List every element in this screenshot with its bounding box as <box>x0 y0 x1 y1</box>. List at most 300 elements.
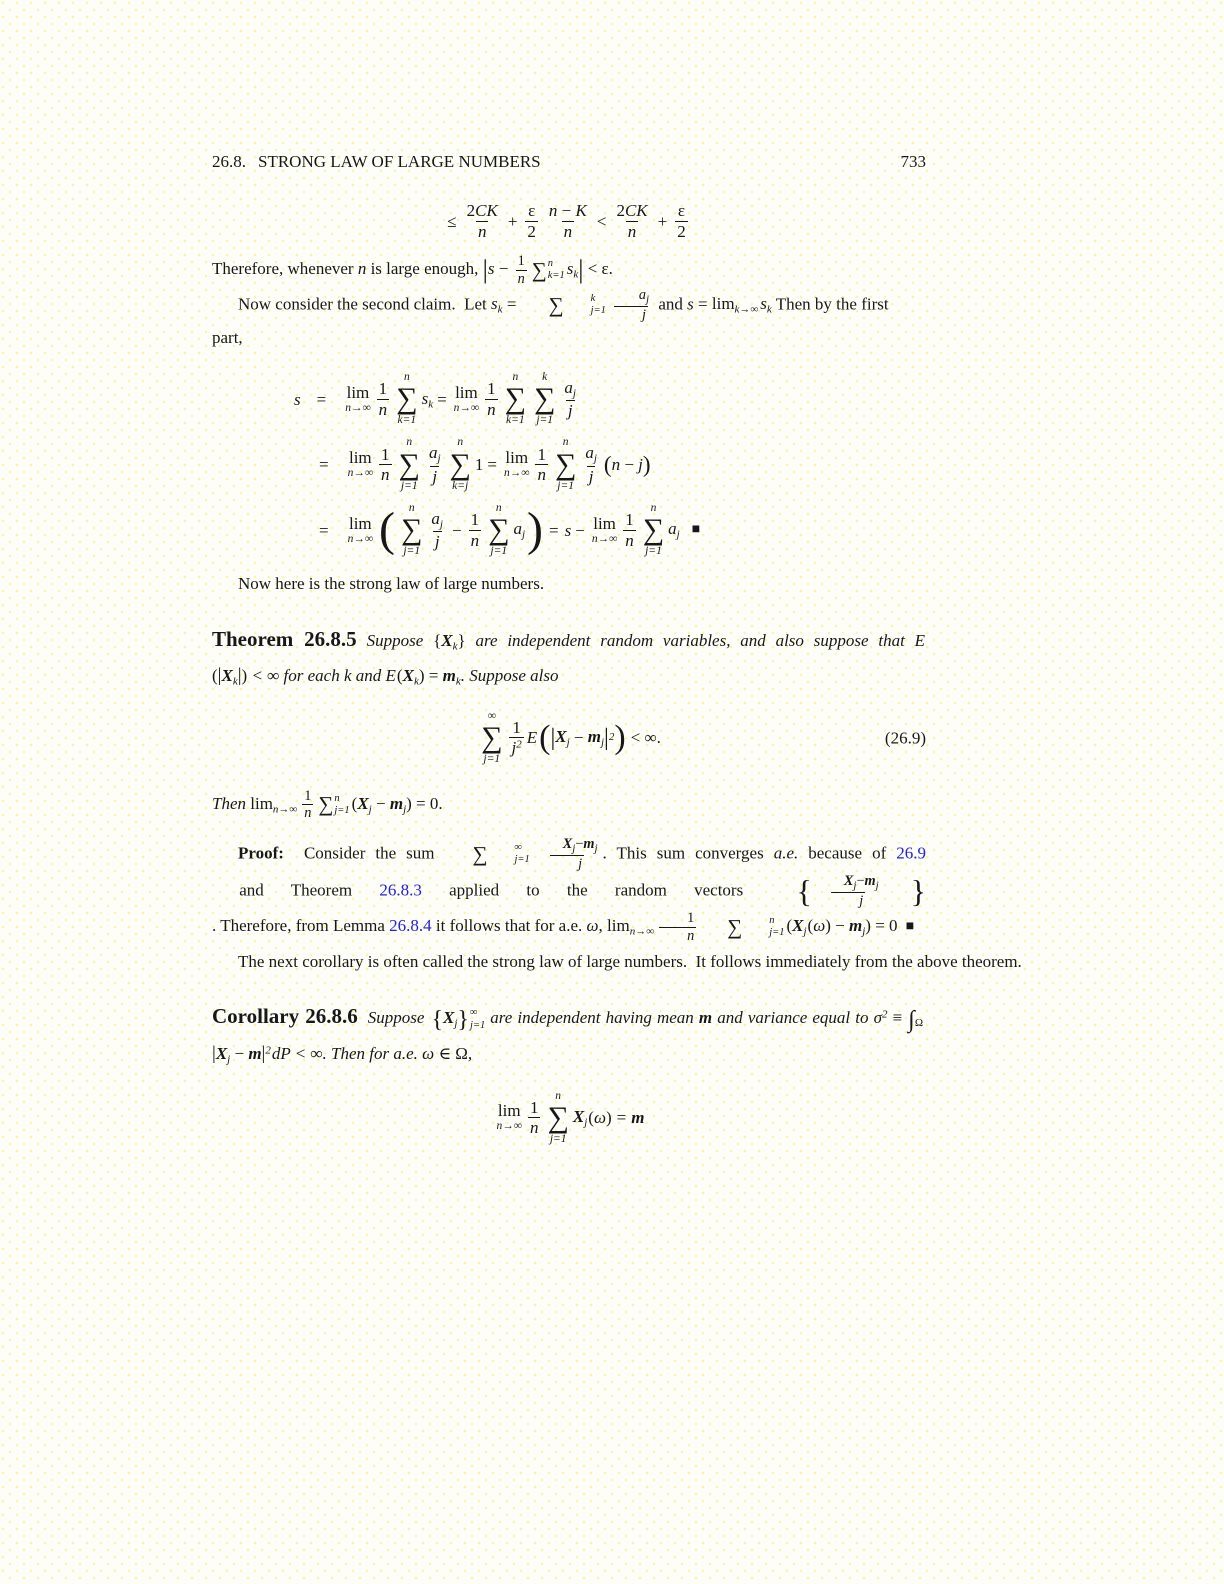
math-mv: ω <box>593 1108 606 1128</box>
math-msub: j <box>646 293 650 306</box>
math-msub: j <box>803 925 807 938</box>
math-fraction <box>469 510 482 550</box>
math-sscr <box>488 842 529 866</box>
math-fraction <box>547 201 589 241</box>
math-sum-operator <box>534 371 555 427</box>
math-msup: 2 <box>881 1008 888 1021</box>
math-msub: j <box>368 803 372 816</box>
math-mt: Now consider the second claim. Let <box>238 294 492 314</box>
math-stop: ∞ <box>514 842 522 854</box>
math-mt: 1 <box>487 379 496 399</box>
math-mv: CK <box>475 201 498 221</box>
math-inline-sum <box>318 793 349 817</box>
math-mt: } <box>457 630 466 650</box>
math-sscr <box>334 793 349 817</box>
math-mv: j <box>638 455 643 475</box>
math-subscripted-var <box>564 377 576 400</box>
math-mbv: m <box>864 872 876 889</box>
math-mnum <box>379 445 392 465</box>
math-mi: Suppose <box>366 630 434 650</box>
math-msub: j <box>227 1053 231 1066</box>
math-mnum <box>611 287 651 306</box>
section-title: STRONG LAW OF LARGE NUMBERS <box>258 152 541 171</box>
math-mden <box>562 221 575 242</box>
crossref-link-26.8.4[interactable]: 26.8.4 <box>389 916 432 936</box>
math-msub: j <box>584 1116 588 1129</box>
math-mbv: m <box>442 666 456 686</box>
math-btop: k <box>542 371 548 383</box>
math-mt: = <box>616 1108 627 1128</box>
math-mv: n <box>529 1118 539 1138</box>
math-mb: Proof: <box>238 843 284 863</box>
math-subscripted-var <box>555 723 569 752</box>
math-mbv: m <box>389 793 404 813</box>
math-bbot: k=j <box>452 479 469 492</box>
math-mt: < ε. <box>583 259 613 279</box>
math-mi: < ∞. Then for a.e. <box>290 1044 423 1064</box>
display-equation-slln <box>212 1090 926 1146</box>
math-btop: n <box>555 1089 562 1102</box>
math-inline-sum <box>701 915 784 939</box>
math-msub: k <box>455 675 461 688</box>
math-sum-operator <box>481 710 502 766</box>
math-mi: Suppose <box>367 1008 430 1028</box>
math-mden <box>626 221 639 242</box>
math-mi: . Suppose also <box>460 666 559 686</box>
math-mnum <box>676 201 687 221</box>
equation-bound-body <box>447 201 690 241</box>
math-mt: 2 <box>616 201 625 221</box>
math-lword: lim <box>497 1101 521 1121</box>
math-bbot: j=1 <box>549 1132 567 1145</box>
math-ilow: Ω <box>914 1017 923 1030</box>
math-mnum <box>528 1098 541 1118</box>
sigma-icon: ∑ <box>401 513 423 547</box>
math-bbot: j=1 <box>400 479 418 492</box>
math-subscripted-var <box>443 1008 458 1031</box>
section-header <box>212 148 541 175</box>
math-mnum <box>516 253 527 269</box>
math-stop: k <box>590 293 596 305</box>
math-bbot: k=1 <box>397 414 417 427</box>
math-msub: j <box>676 529 680 542</box>
math-mi: and variance equal to <box>712 1008 874 1028</box>
math-sum-operator <box>450 436 471 492</box>
math-fraction <box>485 379 498 419</box>
math-msub: j <box>403 803 407 816</box>
math-btop: n <box>406 436 413 449</box>
math-mt: − <box>620 455 639 475</box>
math-lsub: n→∞ <box>345 401 371 414</box>
math-mt: 1 <box>537 444 546 464</box>
math-mt: = <box>411 793 430 813</box>
math-subscripted-var <box>573 1103 587 1132</box>
math-mden <box>614 306 648 323</box>
sigma-icon: ∑ <box>534 382 556 416</box>
math-sum-operator <box>547 1090 568 1146</box>
math-limit-operator <box>504 449 529 480</box>
math-mv: s <box>487 259 495 279</box>
math-fraction <box>377 379 390 419</box>
math-mt: − <box>494 259 513 279</box>
math-inline-limit <box>250 793 298 816</box>
math-hb: Theorem 26.8.5 <box>212 626 357 651</box>
math-subscripted-var <box>566 259 579 281</box>
math-mv: j <box>588 466 594 486</box>
math-mden <box>509 737 523 758</box>
math-limit-operator <box>345 384 370 415</box>
math-mv: ω <box>586 916 599 936</box>
math-mt: is large enough, <box>366 259 483 279</box>
math-bbot: k=1 <box>506 414 525 427</box>
math-mbv: X <box>221 666 233 686</box>
math-lsub: n→∞ <box>453 401 480 414</box>
math-sum-operator <box>396 371 417 427</box>
math-lword: lim <box>348 448 372 468</box>
math-fraction <box>509 718 523 758</box>
math-mv: n <box>378 399 388 419</box>
math-subscripted-var <box>389 793 407 816</box>
math-subscripted-var <box>428 443 441 465</box>
math-mv: j <box>434 531 440 551</box>
math-msup: 2 <box>265 1044 271 1057</box>
math-mv: s <box>566 259 574 279</box>
math-msub: n→∞ <box>629 925 655 938</box>
math-sum-operator <box>643 502 664 558</box>
math-mt: − <box>575 520 585 540</box>
math-mv: s <box>491 294 498 314</box>
math-sscr <box>548 258 565 282</box>
math-mt: Therefore, whenever <box>212 259 358 279</box>
math-mt: + <box>657 211 668 231</box>
math-mv: n <box>357 259 367 279</box>
math-msub: j <box>593 452 597 465</box>
theorem-26-8-5 <box>212 620 926 694</box>
math-msub: k <box>766 304 772 316</box>
math-mt: ( <box>588 1108 594 1128</box>
math-integral-operator <box>908 1008 924 1032</box>
math-mnum <box>485 379 498 399</box>
math-mt: ) <box>418 666 425 686</box>
display-equation-bound <box>212 201 926 241</box>
math-mt: ε <box>677 201 686 221</box>
math-sbot: j=1 <box>590 305 606 317</box>
math-mv: a <box>585 443 594 463</box>
math-mnum <box>429 509 445 531</box>
crossref-link-26.9[interactable]: 26.9 <box>896 843 926 863</box>
math-mv: CK <box>624 201 648 221</box>
math-mv: a <box>564 377 573 397</box>
math-mden <box>550 855 584 872</box>
math-limit-operator <box>348 515 373 546</box>
math-mv: n <box>537 465 546 485</box>
paragraph-part: part, <box>212 327 243 347</box>
math-mnum <box>469 510 482 530</box>
math-mv: s <box>760 294 767 314</box>
math-sbot: j=1 <box>469 1019 486 1031</box>
sigma-icon: ∑ <box>488 513 510 547</box>
math-mt: ≡ <box>887 1008 908 1028</box>
math-mden <box>516 270 527 287</box>
math-msub: n→∞ <box>272 803 298 816</box>
math-mt: − <box>451 520 462 540</box>
math-subscripted-var <box>792 916 807 938</box>
math-mv: j <box>642 307 646 324</box>
math-mt: − <box>856 872 865 889</box>
sigma-icon: ∑ <box>449 447 471 481</box>
math-limit-operator <box>497 1102 522 1133</box>
math-bbot: j=1 <box>557 479 574 492</box>
math-mbv: X <box>555 727 567 747</box>
math-sum-operator <box>401 502 422 558</box>
math-fraction <box>614 201 649 241</box>
math-mt: , <box>598 916 608 936</box>
math-mt: = <box>424 666 443 686</box>
math-mi: are independent having mean <box>485 1008 699 1028</box>
math-mi: < ∞ for each k and <box>247 666 386 686</box>
math-subscripted-var <box>441 630 458 653</box>
math-fraction <box>816 873 881 910</box>
math-subscripted-var <box>422 385 434 414</box>
sigma-icon: ∑ <box>548 292 564 317</box>
math-mt: = <box>319 455 329 475</box>
math-fraction <box>675 201 688 241</box>
math-mt: . <box>438 793 443 813</box>
math-mv: s <box>421 388 429 408</box>
math-mt: 2 <box>466 201 476 221</box>
math-mt: ( <box>396 666 403 686</box>
equation-26-9-body: ∞ ∑ j=1 1 $j^2$ E ( | $X_j$ − $m_j$ | 2 ) < ∞. <box>481 709 661 765</box>
math-msub: k→∞ <box>734 304 759 316</box>
math-mt: { <box>433 630 442 650</box>
math-mt: 1 <box>529 1097 539 1117</box>
math-mden <box>659 927 696 944</box>
math-mt: < <box>596 211 607 231</box>
math-mden <box>433 531 442 552</box>
math-fraction <box>535 836 600 873</box>
math-mt: 1 <box>378 379 388 399</box>
math-mden <box>525 221 538 242</box>
math-mnum <box>583 443 599 465</box>
equation-slln-body <box>494 1090 645 1146</box>
math-mnum <box>510 718 523 738</box>
math-sbot: j=1 <box>514 854 530 866</box>
math-stop: n <box>547 258 553 270</box>
math-mt: = <box>319 520 329 540</box>
math-btop: n <box>562 436 569 449</box>
math-mt: ) <box>825 916 831 936</box>
math-mv: j <box>511 738 517 758</box>
math-msup: 2 <box>608 731 615 743</box>
math-fraction <box>379 445 392 485</box>
math-lsub: n→∞ <box>496 1120 522 1133</box>
math-mv: dP <box>271 1044 291 1064</box>
math-mnum <box>465 201 500 221</box>
math-mv: ω <box>813 916 826 936</box>
math-mt: + <box>507 211 518 231</box>
math-mt: and <box>654 294 688 314</box>
math-mden <box>302 804 313 821</box>
math-mt: ( <box>351 793 358 813</box>
math-mv: a <box>428 443 438 463</box>
math-sscr <box>565 293 606 317</box>
math-lword: lim <box>505 448 529 468</box>
math-mi: are independent random variables, and also suppose that <box>465 630 915 650</box>
math-mt: . Therefore, from Lemma <box>212 916 390 936</box>
math-mbv: X <box>443 1008 455 1028</box>
paragraph-next-corollary <box>212 948 1022 975</box>
math-mt: and Theorem <box>212 879 380 899</box>
math-btop: n <box>408 501 415 514</box>
math-mt: 1 <box>474 455 484 475</box>
equation-row-2: = lim n→∞ 1 n n ∑ j=1 $a_j$ j n ∑ k=j 1 = lim n→∞ 1 n n ∑ j=1 $a_j$ j ( n − j ) <box>319 436 651 492</box>
math-mv: s <box>564 520 572 540</box>
math-subscripted-var <box>864 872 879 892</box>
math-mt: = <box>437 389 447 409</box>
math-mbv: m <box>587 727 601 747</box>
sigma-icon: ∑ <box>472 841 488 866</box>
math-mt: 1 <box>625 510 634 530</box>
math-mt: 1 <box>517 253 525 270</box>
math-limit-operator <box>348 449 373 480</box>
math-mt: 1 <box>512 717 521 737</box>
sigma-icon: ∑ <box>642 513 665 547</box>
math-mden <box>528 1117 541 1138</box>
math-mi: a.e. <box>773 843 799 863</box>
math-mt: = <box>316 389 327 409</box>
math-mv: n <box>470 530 480 550</box>
math-mden <box>623 530 636 551</box>
math-mt: lim <box>250 793 273 813</box>
qed-square-icon: ■ <box>691 521 701 537</box>
math-mt: ) <box>406 793 412 813</box>
math-mden <box>379 464 392 485</box>
math-mbv: m <box>698 1008 713 1028</box>
display-equation-26-9 <box>212 710 926 766</box>
math-mv: j <box>859 892 864 909</box>
math-fraction <box>611 287 651 324</box>
math-mden <box>675 221 688 242</box>
math-mt: = 0 <box>870 916 902 936</box>
sigma-icon: ∑ <box>727 914 743 939</box>
math-mt: − <box>830 916 849 936</box>
math-inline-limit <box>607 916 655 938</box>
math-msub: j <box>572 387 576 400</box>
math-fraction <box>429 509 445 552</box>
math-msub: j <box>875 879 879 892</box>
paragraph-proof: Proof: Consider the sum ∑ ∞ j=1 $\frac{X_j-m_j}{j}$ . This sum converges a.e. because of 26.9 and Theorem 26.8.3 applied to the random vectors { $\frac{X_j-m_j}{j}$ }. Therefore, from Lemma 26.8.4 it follows that for a.e. ω, $\lim_{n\to\infty}$ $\frac{1}{n}$ ∑ n j=1 $(X_j(\omega) - m_j) = 0$ ■ <box>212 835 926 944</box>
math-mbv: X <box>572 1107 585 1127</box>
math-mbv: m <box>631 1108 645 1128</box>
math-mv: s <box>294 389 301 409</box>
math-stop: ∞ <box>469 1007 478 1019</box>
math-subscripted-var <box>585 443 597 465</box>
math-sbot: j=1 <box>334 804 350 816</box>
math-mnum <box>535 836 600 855</box>
math-fraction <box>427 443 443 486</box>
math-mt: 1 <box>304 788 312 805</box>
math-bbot: j=1 <box>536 414 554 427</box>
math-msub: k <box>452 640 458 653</box>
math-btop: n <box>495 501 502 514</box>
crossref-link-26.8.3[interactable]: 26.8.3 <box>379 879 422 899</box>
math-msub: j <box>437 452 441 465</box>
math-subscripted-var <box>843 872 857 892</box>
math-mt: − <box>557 201 576 221</box>
math-mi: , <box>467 1044 473 1064</box>
math-sbot: j=1 <box>769 927 785 939</box>
math-mv: j <box>578 856 583 873</box>
math-mbv: X <box>357 793 369 813</box>
sigma-icon: ∑ <box>504 382 527 416</box>
math-mt: ( <box>786 916 793 936</box>
math-bbot: j=1 <box>403 545 421 558</box>
math-lword: lim <box>346 382 370 402</box>
math-mt: 2 <box>677 221 686 241</box>
math-mt: lim <box>711 294 735 314</box>
math-mden <box>587 466 596 487</box>
math-msub: k <box>413 675 419 688</box>
math-mt: − <box>569 728 588 748</box>
math-btop: n <box>512 371 519 383</box>
math-mbv: X <box>843 872 854 889</box>
math-bbot: j=1 <box>490 545 508 558</box>
math-mnum <box>547 201 589 221</box>
math-mnum <box>526 201 537 221</box>
math-mbv: X <box>215 1044 228 1064</box>
math-mden <box>469 530 482 551</box>
math-mv: j <box>432 466 438 486</box>
math-mnum <box>535 445 548 465</box>
math-mden <box>535 464 548 485</box>
math-btop: n <box>650 501 657 514</box>
math-msub: j <box>439 518 443 531</box>
math-msub: j <box>600 736 605 749</box>
math-fraction <box>528 1098 541 1138</box>
math-subscripted-var <box>583 835 598 855</box>
math-mv: E <box>914 630 925 650</box>
math-mt: 0 <box>429 793 439 813</box>
math-fraction <box>535 445 548 485</box>
math-mbv: m <box>583 835 595 852</box>
math-mt: 1 <box>381 444 390 464</box>
math-mv: a <box>513 519 522 539</box>
sigma-icon: ∑ <box>547 1100 569 1134</box>
math-mv: n <box>548 201 558 221</box>
math-mv: a <box>638 287 647 304</box>
math-mv: E <box>385 666 396 686</box>
math-btop: n <box>403 371 410 383</box>
math-mbv: X <box>562 835 573 852</box>
math-subscripted-var <box>562 835 576 855</box>
math-subscripted-var <box>357 793 372 816</box>
math-fraction <box>659 910 696 944</box>
math-mt: ( <box>807 916 814 936</box>
display-equation-align-block <box>294 371 926 558</box>
math-mt: − <box>575 835 584 852</box>
math-sscr <box>743 915 784 939</box>
math-mt: < ∞. <box>630 728 661 748</box>
integral-icon: ∫ <box>908 1006 915 1033</box>
math-subscripted-var <box>402 666 419 688</box>
math-subscripted-var <box>760 294 772 316</box>
math-bbot: j=1 <box>483 752 501 765</box>
math-stop: n <box>334 792 340 804</box>
math-mden <box>430 466 439 487</box>
math-subscripted-var <box>221 666 238 688</box>
sigma-icon: ∑ <box>531 257 547 282</box>
math-mt: it follows that for a.e. <box>431 916 587 936</box>
